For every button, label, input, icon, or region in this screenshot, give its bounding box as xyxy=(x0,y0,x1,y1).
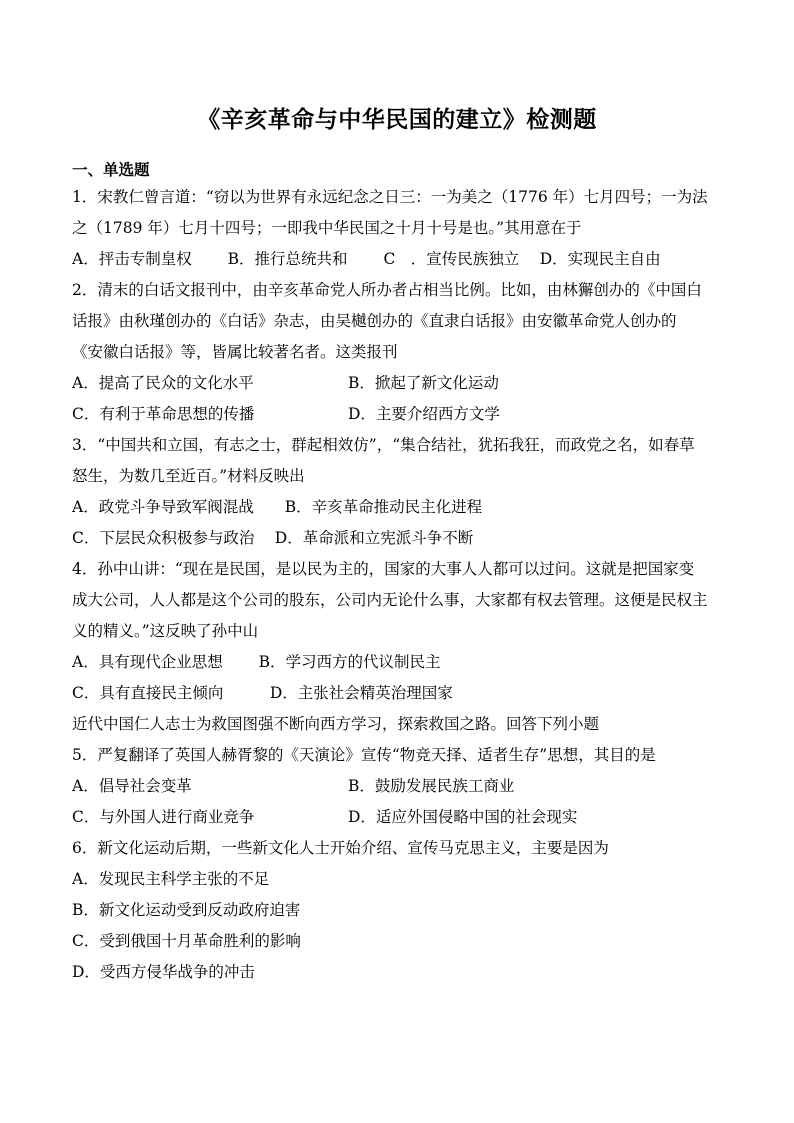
q3-stem-line-1: 3．“中国共和立国，有志之士，群起相效仿”，“集合结社，犹拓我狂，而政党之名，如春草 xyxy=(72,436,695,454)
q2-options-row-2 xyxy=(72,399,732,430)
q4-options-row-1: A．具有现代企业思想 B．学习西方的代议制民主 xyxy=(72,653,441,671)
q5-stem-line-1: 5．严复翻译了英国人赫胥黎的《天演论》宣传“物竞天择、适者生存”思想，其目的是 xyxy=(72,746,656,764)
group-intro: 近代中国仁人志士为救国图强不断向西方学习，探索救国之路。回答下列小题 xyxy=(72,715,600,733)
q2-option-c: C．有利于革命思想的传播 xyxy=(72,405,255,423)
q1-stem-line-1: 1．宋教仁曾言道：“窃以为世界有永远纪念之日三：一为美之（1776 年）七月四号；一为法 xyxy=(72,188,708,206)
q2-stem-line-2: 话报》由秋瑾创办的《白话》杂志，由吴樾创办的《直隶白话报》由安徽革命党人创办的 xyxy=(72,312,677,330)
q6-stem-line-1: 6．新文化运动后期，一些新文化人士开始介绍、宣传马克思主义，主要是因为 xyxy=(72,839,609,857)
q6-option-b: B．新文化运动受到反动政府迫害 xyxy=(72,901,301,919)
q3-options-row-1: A．政党斗争导致军阀混战 B．辛亥革命推动民主化进程 xyxy=(72,498,483,516)
q4-stem-line-1: 4．孙中山讲：“现在是民国，是以民为主的，国家的大事人人都可以过问。这就是把国家变 xyxy=(72,560,695,578)
q5-options-row-1 xyxy=(72,771,732,802)
q6-option-d: D．受西方侵华战争的冲击 xyxy=(72,963,255,981)
q2-option-d: D．主要介绍西方文学 xyxy=(348,405,500,423)
q2-stem-line-1: 2．清末的白话文报刊中，由辛亥革命党人所办者占相当比例。比如，由林獬创办的《中国白 xyxy=(72,281,702,299)
page-title: 《辛亥革命与中华民国的建立》检测题 xyxy=(197,106,597,133)
q6-option-c: C．受到俄国十月革命胜利的影响 xyxy=(72,932,301,950)
q5-option-d: D．适应外国侵略中国的社会现实 xyxy=(348,808,578,826)
q3-stem-line-2: 怒生，为数几至近百。”材料反映出 xyxy=(72,467,305,485)
q1-stem-line-2: 之（1789 年）七月十四号；一即我中华民国之十月十号是也。”其用意在于 xyxy=(72,219,582,237)
q5-option-a: A．倡导社会变革 xyxy=(72,777,192,795)
q4-stem-line-2: 成大公司，人人都是这个公司的股东，公司内无论什么事，大家都有权去管理。这便是民权主 xyxy=(72,591,708,609)
section-heading: 一、单选题 xyxy=(72,160,150,179)
q2-stem-line-3: 《安徽白话报》等，皆属比较著名者。这类报刊 xyxy=(72,343,398,361)
q4-stem-line-3: 义的精义。”这反映了孙中山 xyxy=(72,622,259,640)
q6-option-a: A．发现民主科学主张的不足 xyxy=(72,870,270,888)
q5-options-row-2 xyxy=(72,802,732,833)
q2-option-b: B．掀起了新文化运动 xyxy=(348,374,499,392)
q2-option-a: A．提高了民众的文化水平 xyxy=(72,374,254,392)
q5-option-b: B．鼓励发展民族工商业 xyxy=(348,777,515,795)
q2-options-row-1 xyxy=(72,368,732,399)
q5-option-c: C．与外国人进行商业竞争 xyxy=(72,808,255,826)
q3-options-row-2: C．下层民众积极参与政治 D．革命派和立宪派斗争不断 xyxy=(72,529,474,547)
q1-options: A．抨击专制皇权 B．推行总统共和 C ．宣传民族独立 D．实现民主自由 xyxy=(72,250,661,268)
q4-options-row-2: C．具有直接民主倾向 D．主张社会精英治理国家 xyxy=(72,684,453,702)
question-list xyxy=(72,158,732,988)
